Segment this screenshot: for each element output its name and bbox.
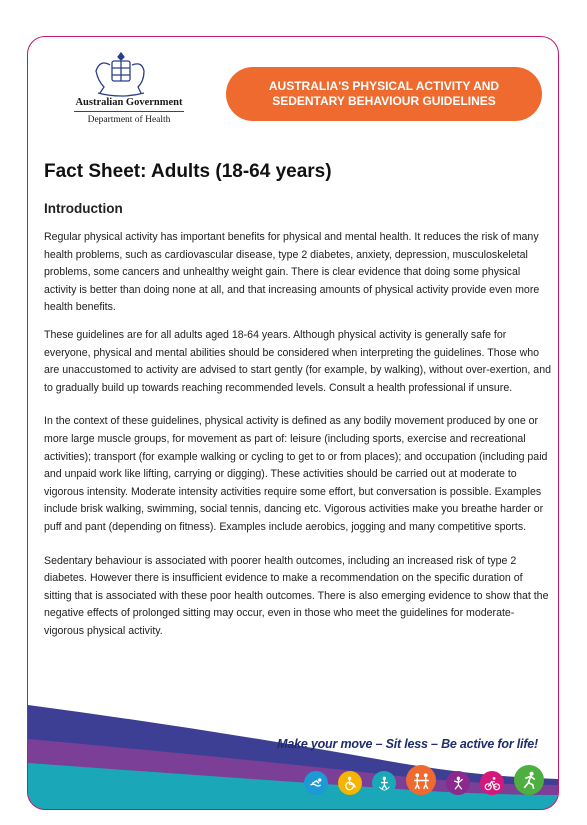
paragraph: In the context of these guidelines, physical activity is defined as any bodily movement produced by one or more large muscle groups, for movement as part of: leisure (including sports, exercise and recreational activities); transport (for example walking or cycling to get to or from places); and occupation (including paid and unpaid work like lifting, carrying or digging). These activities should be carried out at moderate to vigorous intensity. Moderate intensity activities require some effort, but conversation is possible. Examples include brisk walking, swimming, social tennis, dancing etc. Vigorous activities make you breathe harder or puff and pant (depending on fitness). Examples include aerobics, jogging and many competitive sports. — [44, 415, 548, 533]
running-icon — [514, 765, 544, 795]
paragraph: Sedentary behaviour is associated with poorer health outcomes, including an increased risk of type 2 diabetes. However there is insufficient evidence to make a recommendation on the specific duration of sitting that is associated with these poor health outcomes. There is also emerging evidence to show that the negative effects of prolonged sitting may occur, even in those who meet the guidelines for moderate-vigorous physical activity. — [44, 554, 549, 637]
section-heading: Introduction — [44, 201, 123, 216]
department-name: Department of Health — [87, 115, 171, 125]
government-name: Australian Government — [75, 97, 183, 108]
activity-icons — [304, 765, 544, 795]
paragraph: These guidelines are for all adults aged 18-64 years. Although physical activity is generally safe for everyone, physical and mental abilities should be considered when interpreting the guidelines. Those who are unaccustomed to activity are advised to start gently (for example, by walking), without over-exertion, and to gradually build up towards reaching recommended levels. Consult a health professional if unsure. — [44, 328, 551, 394]
footer-tagline: Make your move – Sit less – Be active for life! — [277, 737, 538, 751]
fact-sheet-page — [27, 36, 559, 810]
coat-of-arms-icon — [86, 47, 156, 99]
tagline-emphasis: your — [310, 737, 338, 751]
body-text — [44, 229, 552, 650]
paragraph: Regular physical activity has important benefits for physical and mental health. It reduces the risk of many health problems, such as cardiovascular disease, type 2 diabetes, anxiety, depression, musculoskeletal problems, some cancers and unhealthy weight gain. There is clear evidence that doing some physical activity is better than doing none at all, and that increasing amounts of physical activity provide even more health benefits. — [44, 231, 540, 314]
family-icon — [406, 765, 436, 795]
dancing-icon — [446, 771, 470, 795]
cycling-icon — [480, 771, 504, 795]
wheelchair-icon — [338, 771, 362, 795]
page-title: Fact Sheet: Adults (18-64 years) — [44, 161, 332, 182]
guidelines-banner — [226, 67, 542, 121]
swimming-icon — [304, 771, 328, 795]
skipping-icon — [372, 771, 396, 795]
divider — [74, 111, 184, 112]
banner-line-1: AUSTRALIA'S PHYSICAL ACTIVITY AND — [268, 79, 500, 93]
banner-line-2: SEDENTARY BEHAVIOUR GUIDELINES — [272, 94, 496, 108]
